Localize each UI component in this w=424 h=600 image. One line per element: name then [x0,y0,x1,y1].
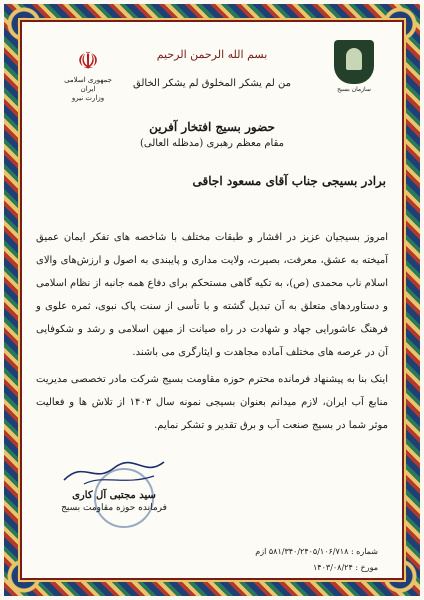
recipient-title: حضور بسیج افتخار آفرین [149,120,275,134]
document-number-row [255,544,378,560]
basij-emblem-caption: سازمان بسیج [337,86,371,93]
basij-logo-icon [334,40,374,84]
document-date-row [255,560,378,576]
signature-scribble-icon [54,454,174,490]
basij-emblem [326,40,382,93]
header-subheading: من لم یشکر المخلوق لم یشکر الخالق [133,78,291,89]
emblem-country: جمهوری اسلامی ایران [64,76,112,93]
document-number-label: شماره : [350,547,378,556]
greeting-line: برادر بسیجی جناب آقای مسعود اجاقی [192,174,386,188]
document-meta [255,544,378,576]
emblem-ministry: وزارت نیرو [71,94,105,102]
body-paragraph-1: امروز بسیجیان عزیز در اقشار و طبقات مختلف با شاخصه های تفکر ایمان عمیق آمیخته به عشق، معرفت، بصیرت، ولایت مداری و پایبندی به اصول و ارزش‌های والای اسلام ناب محمدی (ص)، به تکیه گاهی مستحکم برای دفاع همه جانبه از نظام اسلامی و دستاوردهای متعلق به آن تبدیل گشته و با تأسی از سنت پاک نبوی، ثمره علوی و فرهنگ عاشورایی جهاد و شهادت در راه صیانت از میهن اسلامی و رشد و شکوفایی آن در عرصه های مختلف آماده مجاهدت و ایثارگری می باشند. [36,232,388,358]
signatory-name: سید مجتبی آل کاری [72,490,156,501]
body-paragraph-2: اینک بنا به پیشنهاد فرمانده محترم حوزه مقاومت بسیج شرکت مادر تخصصی مدیریت منابع آب ایران، لازم میدانم بعنوان بسیجی نمونه سال ۱۴۰۳ از تلاش ها و فعالیت موثر شما در بسیج صنعت آب و برق تقدیر و تشکر نمایم. [36,374,388,431]
document-number-value: ۵۸۱/۳۴۰/۲۴۰۵/۱۰۶/۷۱۸ ازم [255,547,349,556]
certificate-content [22,22,402,578]
signature-block [54,454,174,513]
recipient-subtitle: مقام معظم رهبری (مدظله العالی) [140,138,284,149]
iran-emblem [58,46,118,103]
document-date-label: مورخ : [355,563,378,572]
basmala: بسم الله الرحمن الرحیم [156,48,268,61]
signatory-title: فرمانده حوزه مقاومت بسیج [61,503,167,513]
document-date-value: ۱۴۰۳/۰۸/۲۴ [313,563,353,572]
iran-emblem-icon: ☫ [77,47,99,75]
certificate-body [36,226,388,437]
